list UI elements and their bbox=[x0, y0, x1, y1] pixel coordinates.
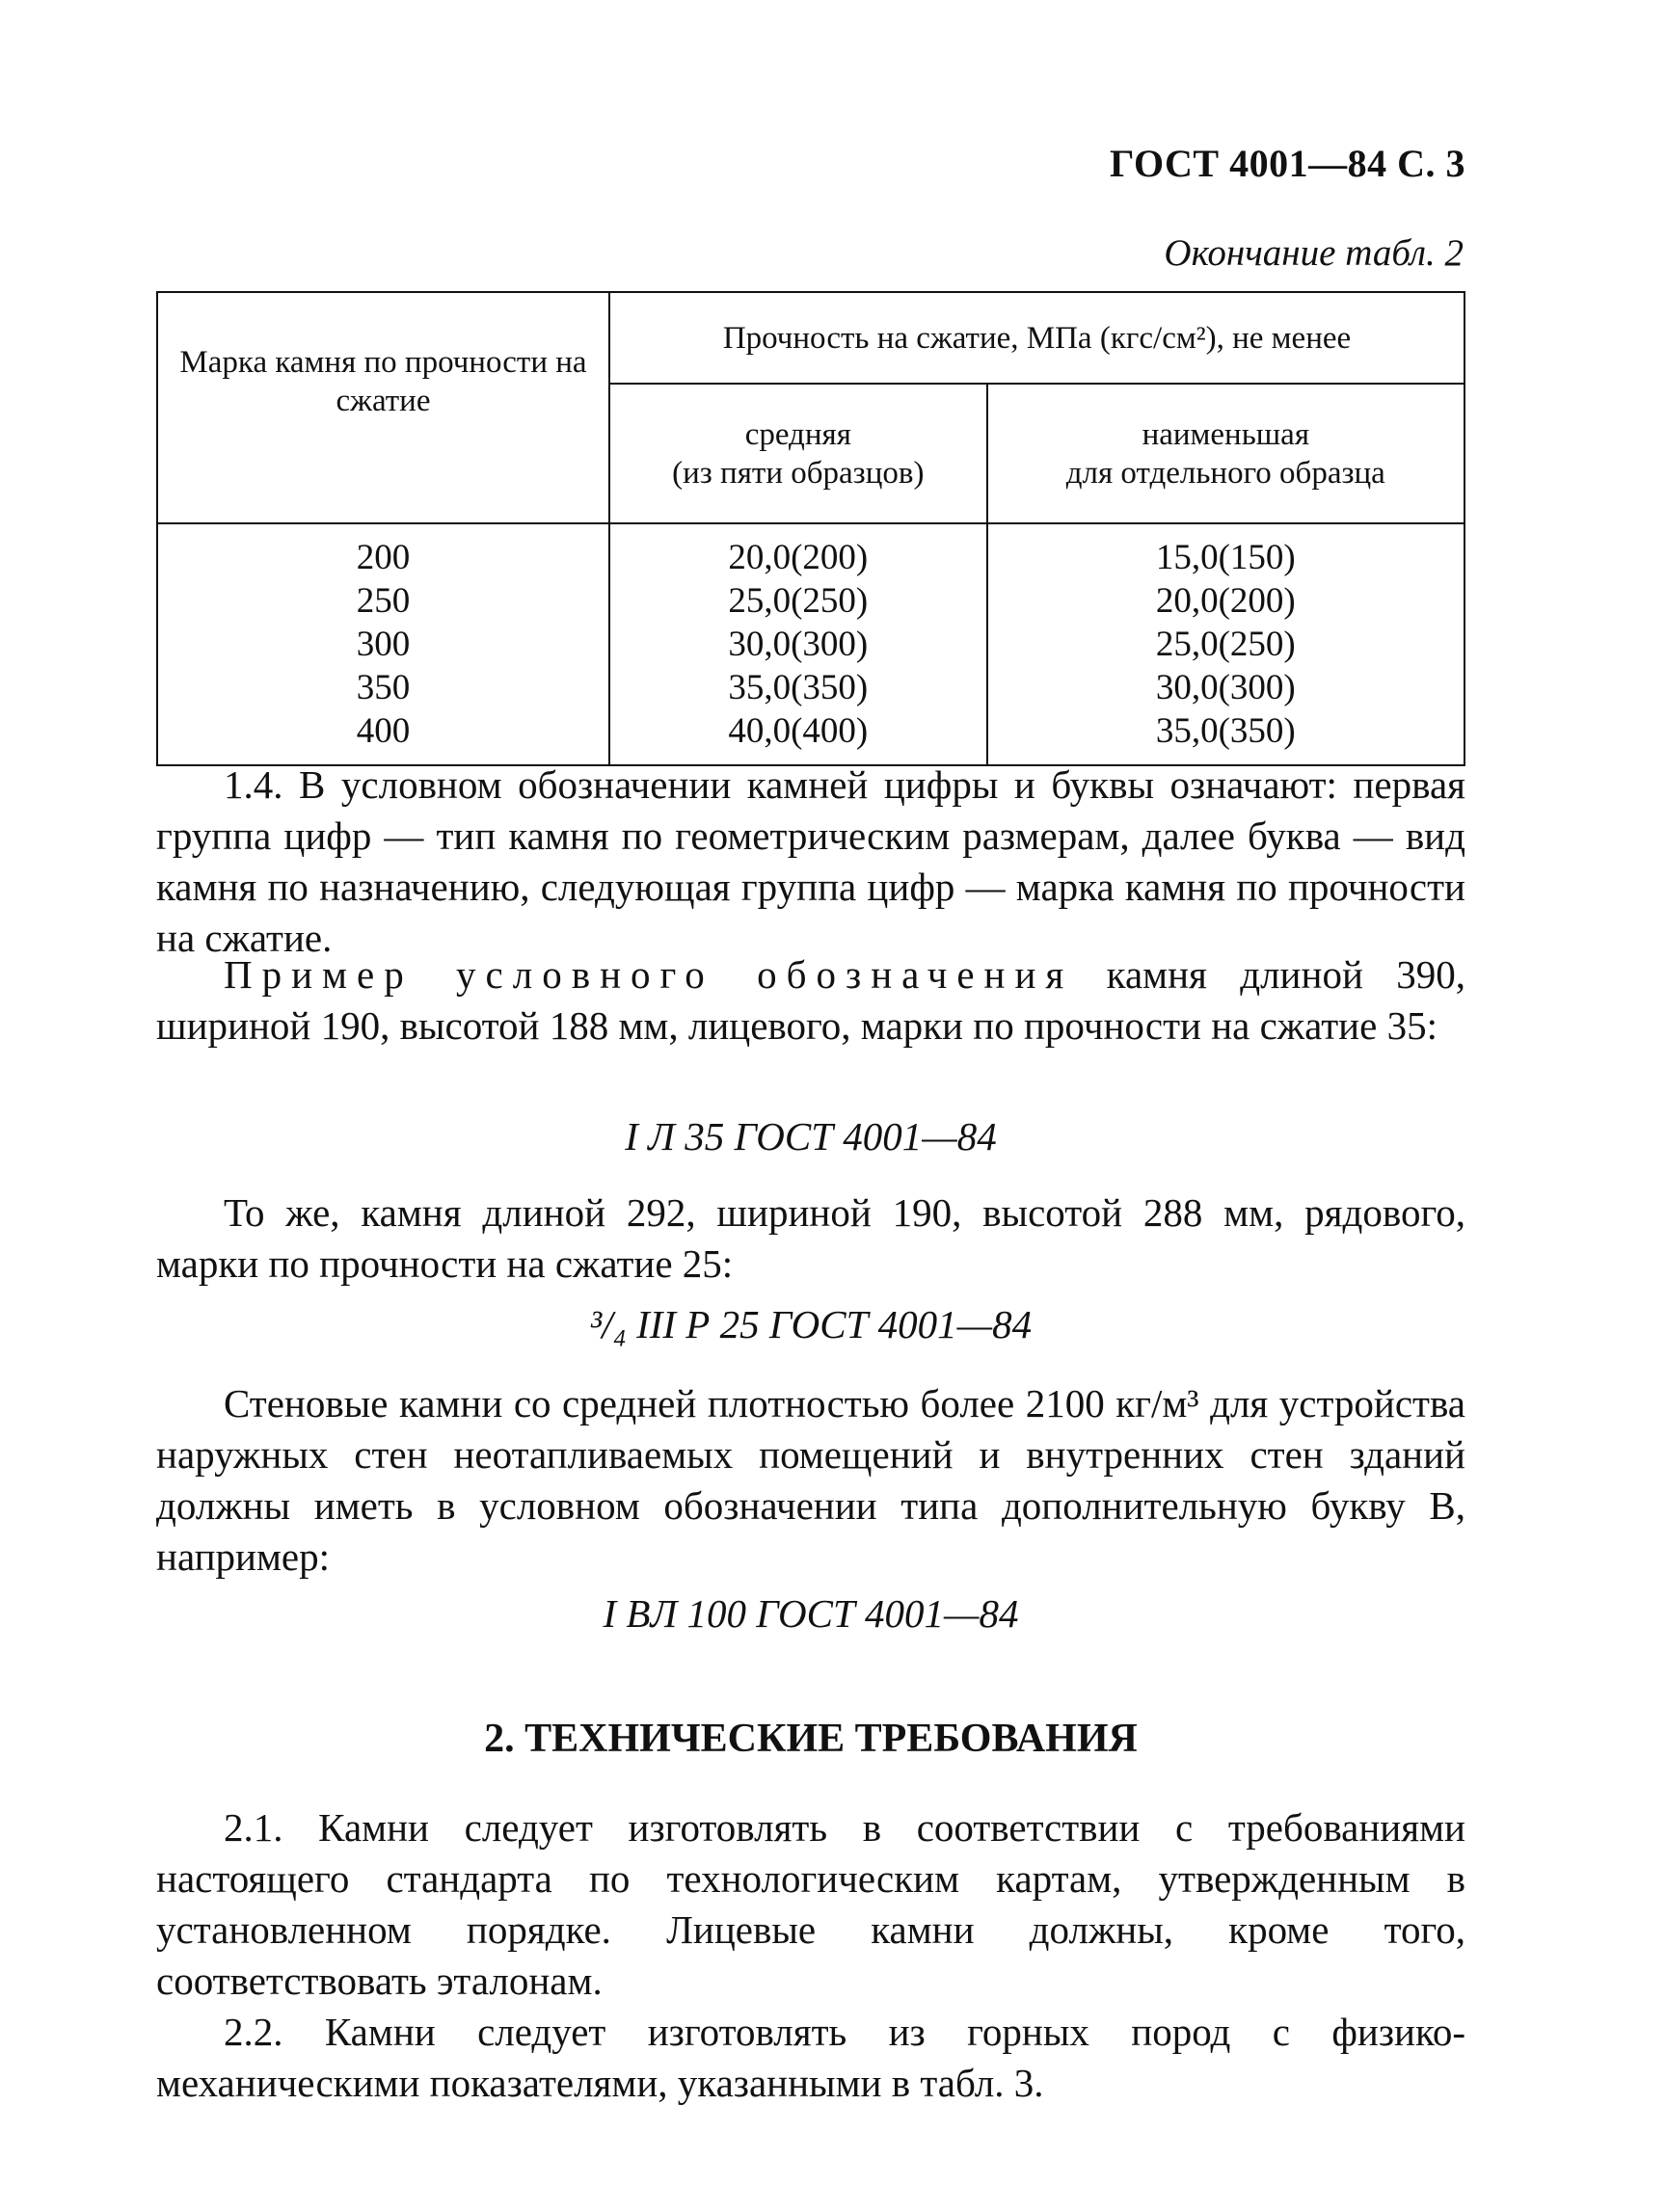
table-cell: 400 bbox=[356, 711, 411, 751]
table-cell: 25,0(250) bbox=[1155, 625, 1296, 664]
col-minimum-header bbox=[987, 384, 1464, 523]
example-text: камня длиной 390, шириной 190, высотой 188 мм, лицевого, марки по прочности на сжатие 35: bbox=[156, 952, 1465, 1048]
example-label: Пример условного обозначения bbox=[224, 952, 1074, 997]
paragraph-same: То же, камня длиной 292, шириной 190, высотой 288 мм, рядового, марки по прочности на сжатие 25: bbox=[156, 1190, 1465, 1286]
table-cell: 20,0(200) bbox=[728, 538, 869, 577]
page-header: ГОСТ 4001—84 С. 3 bbox=[1109, 142, 1465, 185]
paragraph-walls: Стеновые камни со средней плотностью более 2100 кг/м³ для устройства наружных стен неотапливаемых помещений и внутренних стен зданий должны иметь в условном обозначении типа дополнительную букву В, например: bbox=[156, 1381, 1465, 1579]
designation-formula-1: I Л 35 ГОСТ 4001—84 bbox=[625, 1114, 997, 1159]
section-2-title: 2. ТЕХНИЧЕСКИЕ ТРЕБОВАНИЯ bbox=[484, 1717, 1138, 1761]
designation-formula-2: ³/₄ III Р 25 ГОСТ 4001—84 bbox=[589, 1302, 1033, 1346]
table-cell: 30,0(300) bbox=[728, 625, 869, 664]
table-cell: 300 bbox=[356, 625, 411, 664]
paragraph-example bbox=[156, 949, 1465, 1052]
average-column bbox=[609, 523, 987, 765]
table-caption: Окончание табл. 2 bbox=[1164, 232, 1464, 274]
col-average-header bbox=[609, 384, 987, 523]
table-cell: 250 bbox=[356, 581, 411, 621]
strength-table bbox=[156, 291, 1465, 766]
col-grade-header: Марка камня по прочности на сжатие bbox=[157, 292, 609, 523]
strength-group-header: Прочность на сжатие, МПа (кгс/см²), не менее bbox=[609, 292, 1464, 384]
designation-formula-3: I ВЛ 100 ГОСТ 4001—84 bbox=[603, 1591, 1019, 1636]
col-average-header-line2: (из пяти образцов) bbox=[672, 455, 925, 491]
paragraph-1-4: 1.4. В условном обозначении камней цифры и буквы означают: первая группа цифр — тип камня по геометрическим размерам, далее буква — вид камня по назначению, следующая группа цифр — марка камня по прочности на сжатие. bbox=[156, 762, 1465, 960]
table-cell: 30,0(300) bbox=[1155, 668, 1296, 707]
table-cell: 25,0(250) bbox=[728, 581, 869, 621]
table-cell: 35,0(350) bbox=[1155, 711, 1296, 751]
grade-column bbox=[157, 523, 609, 765]
paragraph-2-2: 2.2. Камни следует изготовлять из горных пород с физико-механическими показателями, указанными в табл. 3. bbox=[156, 2010, 1465, 2105]
table-cell: 35,0(350) bbox=[728, 668, 869, 707]
col-average-header-line1: средняя bbox=[744, 416, 851, 452]
table-cell: 350 bbox=[356, 668, 411, 707]
table-cell: 40,0(400) bbox=[728, 711, 869, 751]
table-cell: 15,0(150) bbox=[1155, 538, 1296, 577]
minimum-column bbox=[987, 523, 1464, 765]
table-cell: 20,0(200) bbox=[1155, 581, 1296, 621]
paragraph-2-1: 2.1. Камни следует изготовлять в соответствии с требованиями настоящего стандарта по технологическим картам, утвержденным в установленном порядке. Лицевые камни должны, кроме того, соответствовать эталонам. bbox=[156, 1805, 1465, 2003]
col-minimum-header-line2: для отдельного образца bbox=[1065, 455, 1385, 491]
col-minimum-header-line1: наименьшая bbox=[1142, 416, 1310, 452]
table-cell: 200 bbox=[356, 538, 411, 577]
